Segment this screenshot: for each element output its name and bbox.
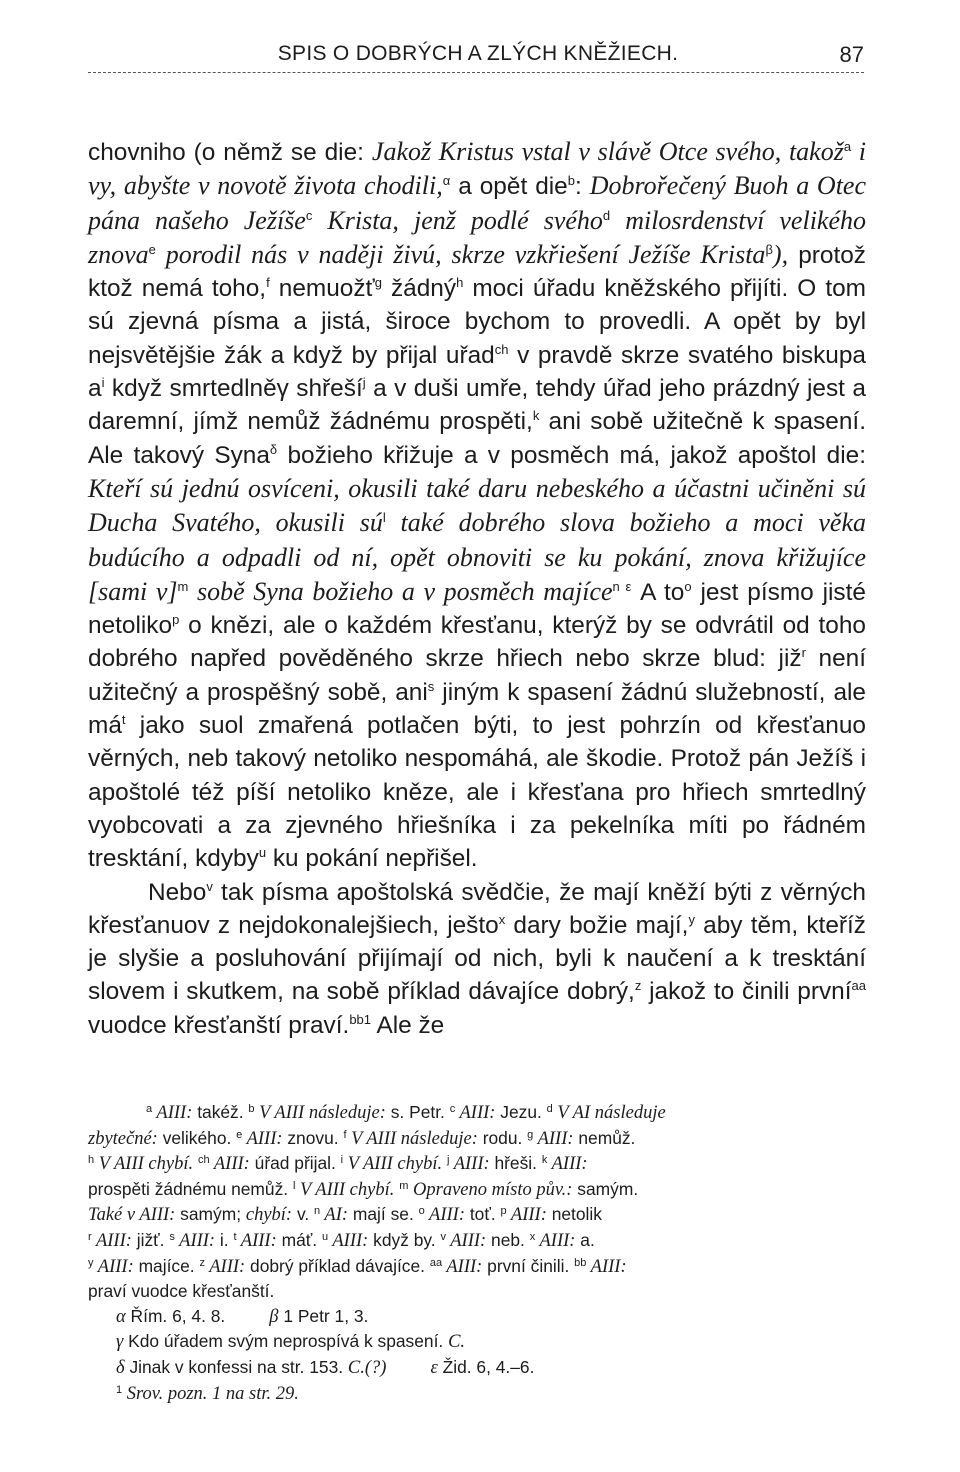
note-marker: bb: [574, 1256, 587, 1269]
italic-run: AIII:: [91, 1230, 132, 1251]
text-run: prospěti žádnému nemůž.: [88, 1178, 293, 1199]
italic-run: Srov. pozn. 1 na str. 29.: [122, 1383, 299, 1404]
note-marker: i: [101, 375, 105, 391]
note-marker: ch: [494, 341, 509, 357]
text-run: jako suol zmařená potlačen býti, to jest pohrzín od křesťanuo věrných, neb takový netoliko nespomáhá, ale škodie. Protož pán Ježíš i apoštolé též píší netoliko kněze, ale i křesťana pro hřiech smrtedlný vyobcovati a za zjevného hřiešníka i za pekelníka míti po řádném tresktání, kdyby: [88, 712, 866, 873]
italic-run: AIII:: [586, 1256, 627, 1277]
note-marker: β: [765, 241, 773, 257]
text-run: praví vuodce křesťanští.: [88, 1281, 275, 1302]
italic-run: AIII:: [204, 1256, 246, 1277]
text-run: máť.: [276, 1229, 322, 1250]
note-marker: y: [88, 1256, 94, 1269]
footnote-line: [88, 1279, 866, 1304]
note-marker: y: [688, 911, 695, 927]
text-run: majíce.: [133, 1255, 200, 1276]
text-run: znovu.: [282, 1127, 344, 1148]
note-marker: b: [248, 1103, 255, 1115]
note-marker: z: [634, 978, 642, 994]
text-run: aby těm, kteříž je slyšie a posluhování přijímají od nich, byli k naučení a k tresktání slovem i skutkem, na sobě příklad dávajíce dobrý,: [88, 911, 866, 1006]
italic-run: Kteří sú jednú osvíceni, okusili také daru nebeského a účastni učiněni sú Ducha Svatého, okusili sú: [88, 473, 866, 538]
italic-run: γ: [116, 1332, 124, 1353]
text-run: nemůž.: [573, 1127, 636, 1148]
note-marker: t: [233, 1230, 237, 1243]
note-marker: aa: [851, 978, 866, 994]
text-run: tak písma apoštolská svědčie, že mají kněží býti z věrných křesťanuov z nejdokonalejšiech, ješto: [88, 878, 866, 939]
italic-run: Jakož Kristus vstal v slávě Otce svého, takož: [371, 137, 844, 166]
italic-run: AIII:: [445, 1230, 487, 1251]
italic-run: AIII:: [424, 1205, 465, 1226]
text-run: :: [574, 173, 590, 201]
note-marker: r: [801, 645, 806, 661]
italic-run: Dobrořečený Buoh a Otec pána našeho Ježíše: [88, 171, 866, 235]
text-run: toť.: [464, 1204, 501, 1225]
text-run: 1 Petr 1, 3.: [278, 1305, 369, 1326]
text-run: moci úřadu kněžského přijíti. O tom sú zjevná písma a jistá, široce bychom to provedli. A opět by byl nejsvětějšie žák a když by přijal uřad: [88, 275, 866, 369]
italic-run: α: [116, 1306, 126, 1327]
note-marker: r: [88, 1230, 92, 1243]
header-rule: [88, 72, 864, 73]
text-run: a opět die: [450, 173, 568, 201]
text-run: Jinak v konfessi na str. 153.: [124, 1356, 348, 1377]
italic-run: AIII:: [533, 1128, 574, 1149]
footnote-line: [88, 1202, 866, 1228]
note-marker: e: [148, 241, 156, 257]
note-marker: v: [206, 878, 213, 894]
text-run: protož ktož nemá toho,: [88, 241, 866, 303]
text-run: rodu.: [477, 1127, 528, 1148]
italic-run: Opraveno místo pův.:: [408, 1179, 573, 1200]
italic-run: i vy, abyšte v novotě života chodili,: [88, 137, 866, 201]
text-run: A to: [631, 578, 685, 606]
note-marker: j: [362, 375, 366, 391]
text-run: takéž.: [192, 1102, 249, 1122]
note-marker: 1: [116, 1383, 123, 1396]
note-marker: d: [602, 207, 611, 223]
note-marker: v: [440, 1230, 446, 1243]
italic-run: Také v AIII:: [88, 1205, 176, 1226]
text-run: neb.: [486, 1229, 530, 1250]
note-marker: s: [169, 1230, 175, 1243]
note-marker: b: [567, 173, 575, 189]
note-marker: f: [343, 1128, 347, 1141]
note-marker: α: [442, 173, 451, 189]
text-run: hřeši.: [489, 1153, 542, 1174]
text-run: jest písmo jisté netoliko: [88, 578, 866, 640]
italic-run: AIII:: [152, 1103, 193, 1123]
italic-run: milosrdenství velikého znova: [88, 205, 867, 269]
text-run: dary božie mají,: [505, 911, 689, 939]
italic-run: Krista, jenž podlé svého: [312, 205, 603, 235]
italic-run: β: [269, 1306, 279, 1327]
text-run: žádný: [381, 275, 457, 303]
footnote-line: [88, 1177, 866, 1203]
note-marker: n: [314, 1205, 321, 1218]
italic-run: C.(?): [347, 1357, 387, 1378]
note-marker: x: [529, 1230, 536, 1243]
note-marker: l: [382, 510, 386, 526]
footnote-line: [88, 1151, 866, 1177]
text-run: nemuožť: [269, 275, 375, 303]
italic-run: porodil nás v naději živú, skrze vzkřiešení Ježíše Krista: [155, 239, 766, 269]
footnote-line: [88, 1381, 866, 1407]
text-run: Ale že: [371, 1011, 445, 1039]
text-run: Řím. 6, 4. 8.: [125, 1305, 226, 1326]
text-run: velikého.: [157, 1127, 237, 1148]
text-run: ani sobě užitečně k spasení. Ale takový Syna: [88, 408, 866, 469]
italic-run: AIII:: [236, 1230, 277, 1251]
footnote-line: [88, 1126, 866, 1152]
footnote-line: [88, 1228, 866, 1254]
italic-run: V AIII chybí.: [295, 1179, 395, 1200]
note-marker: k: [541, 1154, 548, 1167]
note-marker: x: [498, 911, 506, 927]
note-marker: a: [146, 1103, 153, 1115]
note-marker: c: [305, 207, 313, 223]
text-run: s. Petr.: [385, 1102, 450, 1122]
note-marker: z: [199, 1256, 205, 1269]
note-marker: l: [292, 1179, 296, 1192]
italic-run: V AIII chybí.: [94, 1154, 194, 1175]
italic-run: V AIII chybí.: [343, 1154, 443, 1175]
italic-run: V AI následuje: [552, 1103, 666, 1123]
note-marker: i: [340, 1154, 344, 1167]
text-run: Nebo: [148, 878, 207, 906]
text-run: když smrtedlněγ shřeší: [104, 375, 363, 403]
italic-run: také dobrého slova božieho a moci věka budúcího a odpadli od ní, opět obnoviti se ku pokání, znova křižujíce [sami v]: [88, 508, 866, 606]
text-run: jižť.: [131, 1229, 170, 1250]
note-marker: f: [266, 275, 270, 291]
note-marker: s: [427, 678, 435, 694]
text-run: v pravdě skrze svatého biskupa a: [88, 341, 866, 403]
main-text: [88, 135, 866, 1042]
note-marker: aa: [429, 1256, 443, 1269]
note-marker: δ: [269, 441, 278, 457]
italic-run: AIII:: [442, 1256, 483, 1277]
note-marker: n ε: [612, 578, 632, 594]
paragraph: [88, 876, 866, 1042]
italic-run: chybí:: [245, 1205, 293, 1226]
text-run: dobrý příklad dávajíce.: [245, 1255, 430, 1276]
text-run: o knězi, ale o každém křesťanu, kterýž by se odvrátil od toho dobrého napřed pověděného skrze hřiech nebo skrze blud: již: [88, 612, 866, 673]
italic-run: AIII:: [174, 1230, 216, 1251]
note-marker: p: [172, 612, 180, 628]
text-run: chovniho (o němž se die:: [88, 139, 372, 166]
note-marker: h: [88, 1154, 95, 1167]
footnote-line: [88, 1355, 866, 1381]
note-marker: e: [236, 1128, 243, 1141]
italic-run: AIII:: [209, 1154, 250, 1175]
text-run: není užitečný a prospěšný sobě, ani: [88, 645, 866, 706]
italic-run: AIII:: [455, 1103, 496, 1123]
italic-run: ),: [772, 239, 789, 269]
italic-run: AIII:: [506, 1205, 547, 1226]
note-marker: d: [546, 1103, 553, 1115]
text-run: Jezu.: [495, 1102, 547, 1122]
note-marker: o: [418, 1205, 425, 1218]
note-marker: u: [258, 845, 267, 861]
text-run: první činili.: [482, 1255, 575, 1276]
page-number: 87: [839, 42, 864, 67]
italic-run: V AIII následuje:: [346, 1128, 478, 1149]
note-marker: k: [532, 408, 540, 424]
note-marker: g: [374, 275, 382, 291]
text-run: božieho křižuje a v posměch má, jakož apoštol die:: [277, 441, 866, 469]
text-run: mají se.: [348, 1204, 419, 1225]
italic-run: AIII:: [449, 1154, 490, 1175]
paragraph: [88, 135, 866, 876]
italic-run: C.: [448, 1332, 466, 1353]
footnote-line: [88, 1254, 866, 1280]
text-run: samým;: [175, 1204, 246, 1225]
text-run: vuodce křesťanští praví.: [88, 1011, 350, 1039]
italic-run: AIII:: [535, 1230, 576, 1251]
text-run: a v duši umře, tehdy úřad jeho prázdný jest a daremní, jímž nemůž žádnému prospěti,: [88, 375, 866, 436]
note-marker: a: [843, 139, 852, 154]
text-run: úřad přijal.: [249, 1153, 341, 1174]
italic-run: sobě Syna božieho a v posměch majíce: [188, 576, 613, 606]
text-run: v.: [292, 1204, 315, 1225]
italic-run: δ: [116, 1357, 125, 1378]
text-run: když by.: [368, 1229, 441, 1250]
text-run: a.: [575, 1229, 595, 1250]
text-run: netolik: [546, 1204, 602, 1225]
footnote-line: [88, 1100, 866, 1126]
note-marker: u: [321, 1230, 329, 1243]
text-run: Žid. 6, 4.–6.: [437, 1356, 535, 1377]
italic-run: V AIII následuje:: [254, 1103, 386, 1123]
text-run: samým.: [572, 1178, 639, 1199]
note-marker: m: [177, 578, 189, 594]
text-run: Kdo úřadem svým neprospívá k spasení.: [123, 1331, 449, 1352]
italic-run: AI:: [320, 1205, 349, 1226]
italic-run: AIII:: [93, 1256, 134, 1277]
note-marker: c: [449, 1103, 456, 1115]
note-marker: o: [684, 578, 692, 594]
running-title: SPIS O DOBRÝCH A ZLÝCH KNĚŽIECH.: [277, 42, 679, 65]
text-run: jakož to činili první: [641, 978, 852, 1006]
text-run: ku pokání nepřišel.: [266, 845, 478, 873]
italic-run: AIII:: [242, 1128, 283, 1149]
note-marker: j: [446, 1154, 450, 1167]
note-marker: h: [456, 275, 464, 291]
italic-run: zbytečné:: [88, 1128, 158, 1149]
note-marker: p: [500, 1205, 507, 1218]
note-marker: t: [121, 712, 126, 728]
footnote-line: [88, 1304, 866, 1330]
note-marker: g: [527, 1128, 534, 1141]
footnote-line: [88, 1329, 866, 1355]
note-marker: m: [399, 1179, 409, 1192]
italic-run: AIII:: [328, 1230, 369, 1251]
footnotes: [88, 1100, 866, 1406]
italic-run: AIII:: [547, 1154, 588, 1175]
note-marker: bb1: [349, 1011, 372, 1027]
italic-run: ε: [430, 1357, 438, 1378]
note-marker: ch: [197, 1154, 210, 1167]
text-run: i.: [215, 1229, 234, 1250]
text-run: jiným k spasení žádnú služebností, ale má: [88, 678, 866, 740]
